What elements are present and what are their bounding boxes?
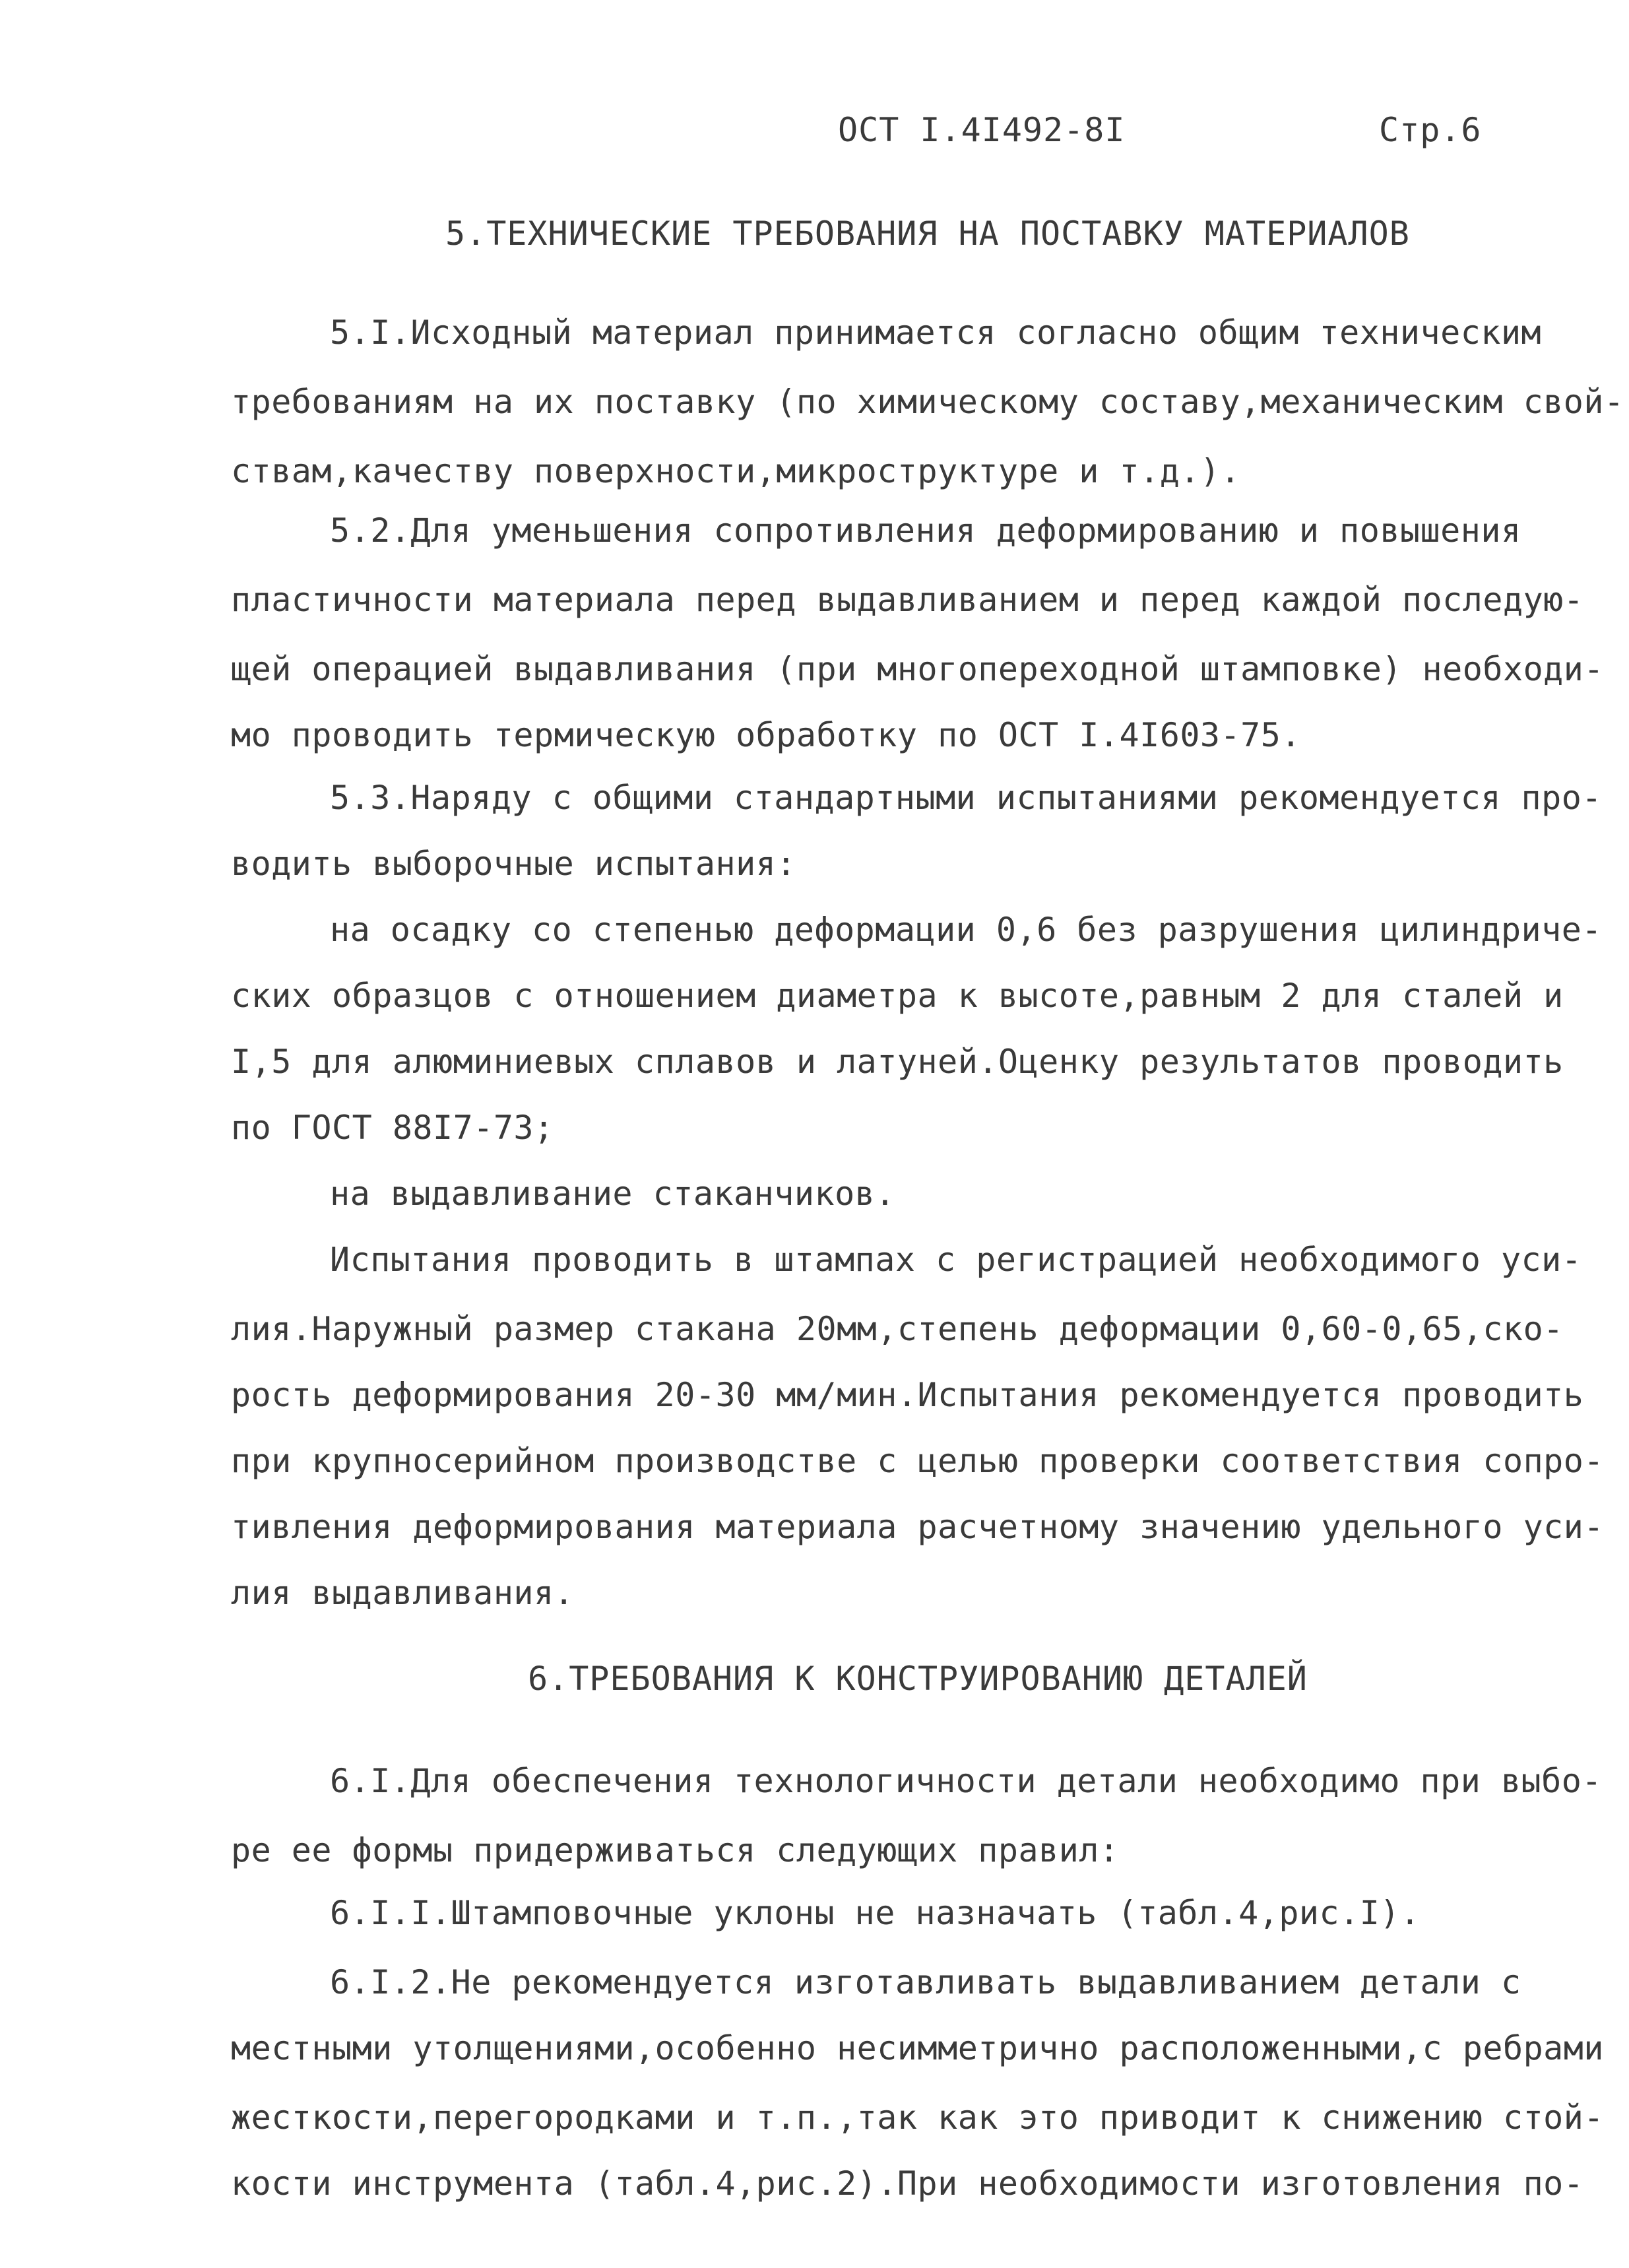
section-6-line: ре ее формы придерживаться следующих правил: [231,1831,1120,1869]
section-5-title: 5.ТЕХНИЧЕСКИЕ ТРЕБОВАНИЯ НА ПОСТАВКУ МАТЕРИАЛОВ [445,214,1410,253]
section-6-line: кости инструмента (табл.4,рис.2).При необходимости изготовления по- [231,2164,1584,2203]
section-6-line: 6.I.2.Не рекомендуется изготавливать выдавливанием детали с [330,1963,1521,2001]
section-5-line: на выдавливание стаканчиков. [330,1175,895,1213]
section-5-line: ских образцов с отношением диаметра к высоте,равным 2 для сталей и [231,977,1564,1015]
section-5-line: щей операцией выдавливания (при многопереходной штамповке) необходи- [231,650,1604,688]
page-number: Стр.6 [1379,111,1482,149]
section-5-line: ствам,качеству поверхности,микроструктуре и т.д.). [231,452,1241,490]
section-6-line: 6.I.Для обеспечения технологичности детали необходимо при выбо- [330,1762,1602,1800]
section-5-line: рость деформирования 20-30 мм/мин.Испытания рекомендуется проводить [231,1376,1584,1414]
section-5-line: 5.I.Исходный материал принимается согласно общим техническим [330,313,1542,352]
section-5-line: на осадку со степенью деформации 0,6 без разрушения цилиндриче- [330,911,1602,949]
section-5-line: мо проводить термическую обработку по ОСТ I.4I603-75. [231,716,1301,754]
section-5-line: требованиям на их поставку (по химическому составу,механическим свой- [231,383,1624,421]
section-6-line: местными утолщениями,особенно несимметрично расположенными,с ребрами [231,2029,1604,2067]
section-5-line: лия.Наружный размер стакана 20мм,степень деформации 0,60-0,65,ско- [231,1310,1564,1348]
section-5-line: по ГОСТ 88I7-73; [231,1109,554,1147]
section-5-line: 5.2.Для уменьшения сопротивления деформированию и повышения [330,511,1521,550]
section-5-line: пластичности материала перед выдавливанием и перед каждой последую- [231,581,1584,619]
section-5-line: тивления деформирования материала расчетному значению удельного уси- [231,1508,1604,1546]
section-5-line: при крупносерийном производстве с целью проверки соответствия сопро- [231,1442,1604,1480]
section-5-line: лия выдавливания. [231,1574,575,1612]
section-6-line: жесткости,перегородками и т.п.,так как это приводит к снижению стой- [231,2098,1604,2137]
section-5-line: I,5 для алюминиевых сплавов и латуней.Оценку результатов проводить [231,1043,1564,1081]
section-6-line: 6.I.I.Штамповочные уклоны не назначать (табл.4,рис.I). [330,1894,1421,1932]
section-5-line: 5.3.Наряду с общими стандартными испытаниями рекомендуется про- [330,779,1602,817]
document-number: ОСТ I.4I492-8I [838,111,1126,149]
section-5-line: водить выборочные испытания: [231,845,796,883]
section-5-line: Испытания проводить в штампах с регистрацией необходимого уси- [330,1241,1582,1279]
section-6-title: 6.ТРЕБОВАНИЯ К КОНСТРУИРОВАНИЮ ДЕТАЛЕЙ [528,1660,1308,1698]
